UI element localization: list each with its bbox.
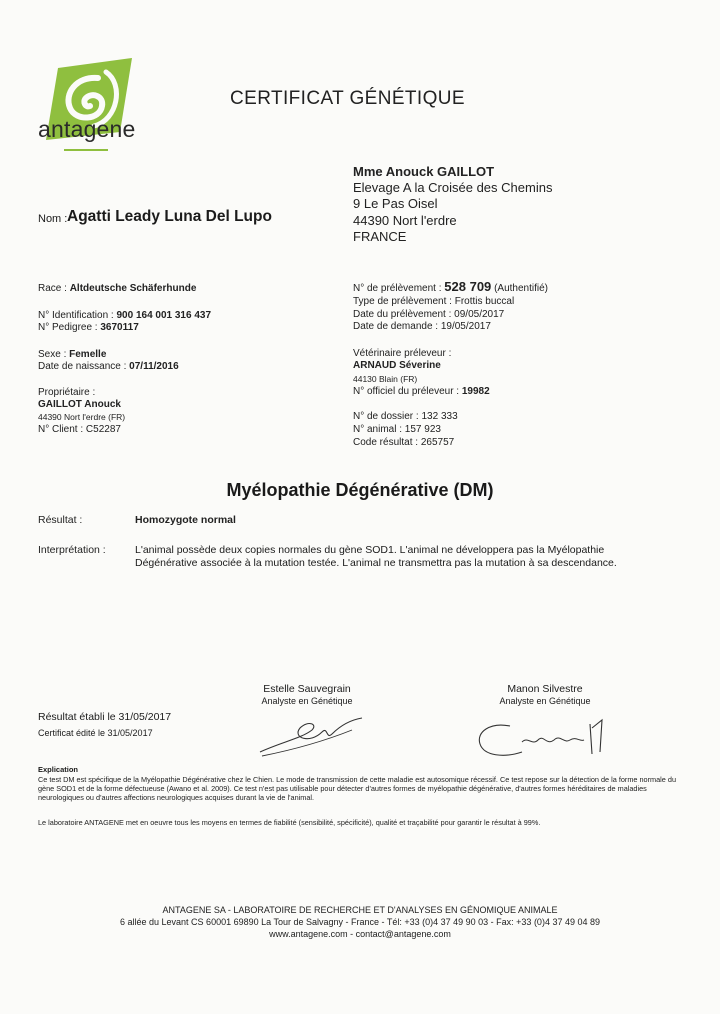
owner-address-line1: Elevage A la Croisée des Chemins	[353, 180, 553, 195]
identification-row	[38, 310, 211, 322]
signatory-1-role: Analyste en Génétique	[261, 696, 353, 706]
signatory-2-name: Manon Silvestre	[507, 683, 583, 695]
owner-address-name: Mme Anouck GAILLOT	[353, 164, 495, 179]
race-row	[38, 283, 196, 295]
client-row	[38, 424, 121, 436]
resultat-etabli: Résultat établi le 31/05/2017	[38, 711, 172, 723]
resultat-value: Homozygote normal	[135, 514, 236, 526]
logo-wordmark: antagene	[38, 116, 136, 142]
animal-number-label: N° animal :	[353, 424, 403, 435]
code-resultat-value: 265757	[420, 437, 455, 448]
logo-underline	[64, 149, 108, 151]
client-label: N° Client :	[38, 424, 84, 435]
type-row	[353, 296, 514, 308]
date-demande-label: Date de demande :	[353, 321, 439, 332]
pedigree-row	[38, 322, 139, 334]
proprietaire-city: 44390 Nort l'erdre (FR)	[38, 412, 126, 422]
dossier-row	[353, 411, 458, 423]
owner-address-line3: 44390 Nort l'erdre	[353, 213, 457, 228]
pedigree-value: 3670117	[100, 322, 139, 333]
resultat-label: Résultat :	[38, 514, 83, 526]
signatory-1-name: Estelle Sauvegrain	[263, 683, 351, 695]
sexe-label: Sexe :	[38, 349, 67, 360]
prelevement-value: 528 709	[444, 279, 492, 294]
prelevement-note: (Authentifié)	[494, 283, 548, 294]
naissance-label: Date de naissance :	[38, 361, 127, 372]
veterinaire-city: 44130 Blain (FR)	[353, 374, 418, 384]
proprietaire-name: GAILLOT Anouck	[38, 399, 121, 410]
nom-value: Agatti Leady Luna Del Lupo	[67, 208, 272, 225]
date-demande-row	[353, 321, 491, 333]
footer-company: ANTAGENE SA - LABORATOIRE DE RECHERCHE ET D'ANALYSES EN GÉNOMIQUE ANIMALE	[162, 905, 558, 915]
naissance-value: 07/11/2016	[129, 361, 179, 372]
officiel-label: N° officiel du préleveur :	[353, 386, 460, 397]
dossier-value: 132 333	[421, 411, 458, 422]
naissance-row	[38, 361, 179, 373]
veterinaire-label: Vétérinaire préleveur :	[353, 348, 452, 359]
owner-address-line2: 9 Le Pas Oisel	[353, 196, 438, 211]
footer-address: 6 allée du Levant CS 60001 69890 La Tour de Salvagny - France - Tél: +33 (0)4 37 49 90 03 - Fax: +33 (0)4 37 49 04 89	[120, 917, 600, 927]
signature-2-icon	[470, 712, 620, 766]
race-value: Altdeutsche Schäferhunde	[69, 283, 197, 294]
code-resultat-row	[353, 437, 454, 449]
owner-address-country: FRANCE	[353, 229, 407, 244]
veterinaire-name: ARNAUD Séverine	[353, 360, 441, 371]
date-prelevement-row	[353, 309, 504, 321]
officiel-value: 19982	[461, 386, 490, 397]
interpretation-text: L'animal possède deux copies normales du gène SOD1. L'animal ne développera pas la Myélopathie Dégénérative associée à la mutation testée. L'animal ne transmettra pas la mutation à sa descendance.	[135, 544, 617, 569]
document-title: CERTIFICAT GÉNÉTIQUE	[230, 88, 465, 109]
explication-title: Explication	[38, 765, 79, 774]
nom-label: Nom :	[38, 213, 68, 225]
client-value: C52287	[85, 424, 121, 435]
identification-label: N° Identification :	[38, 310, 114, 321]
prelevement-label: N° de prélèvement :	[353, 283, 442, 294]
explication-text: Ce test DM est spécifique de la Myélopathie Dégénérative chez le Chien. Le mode de transmission de cette maladie est autosomique récessif. Ce test repose sur la détection de la forme normale du gène SOD1 et de la forme défectueuse (Awano et al. 2009). Ce test n'est pas utilisable pour détecter d'autres formes de myélopathie dégénérative, d'autres formes héréditaires de maladies neurologiques ou d'autres affections neurologiques acquises durant la vie de l'animal.	[38, 775, 677, 802]
date-prelevement-label: Date du prélèvement :	[353, 309, 452, 320]
proprietaire-label: Propriétaire :	[38, 387, 96, 398]
footer-website: www.antagene.com - contact@antagene.com	[269, 929, 451, 939]
type-label: Type de prélèvement :	[353, 296, 452, 307]
date-prelevement-value: 09/05/2017	[454, 309, 505, 320]
explication-guarantee: Le laboratoire ANTAGENE met en oeuvre tous les moyens en termes de fiabilité (sensibilité, spécificité), qualité et traçabilité pour garantir le résultat à 99%.	[38, 818, 541, 827]
sexe-value: Femelle	[69, 349, 107, 360]
code-resultat-label: Code résultat :	[353, 437, 419, 448]
date-demande-value: 19/05/2017	[440, 321, 491, 332]
certificat-edite: Certificat édité le 31/05/2017	[38, 728, 153, 738]
pedigree-label: N° Pedigree :	[38, 322, 98, 333]
identification-value: 900 164 001 316 437	[116, 310, 212, 321]
race-label: Race :	[38, 283, 67, 294]
officiel-row	[353, 386, 490, 398]
interpretation-label: Interprétation :	[38, 544, 106, 556]
sexe-row	[38, 349, 106, 361]
type-value: Frottis buccal	[454, 296, 515, 307]
dossier-label: N° de dossier :	[353, 411, 419, 422]
prelevement-row	[353, 281, 548, 295]
test-title: Myélopathie Dégénérative (DM)	[226, 480, 494, 500]
signature-1-icon	[252, 712, 372, 762]
animal-number-row	[353, 424, 441, 436]
animal-number-value: 157 923	[404, 424, 441, 435]
signatory-2-role: Analyste en Génétique	[499, 696, 591, 706]
